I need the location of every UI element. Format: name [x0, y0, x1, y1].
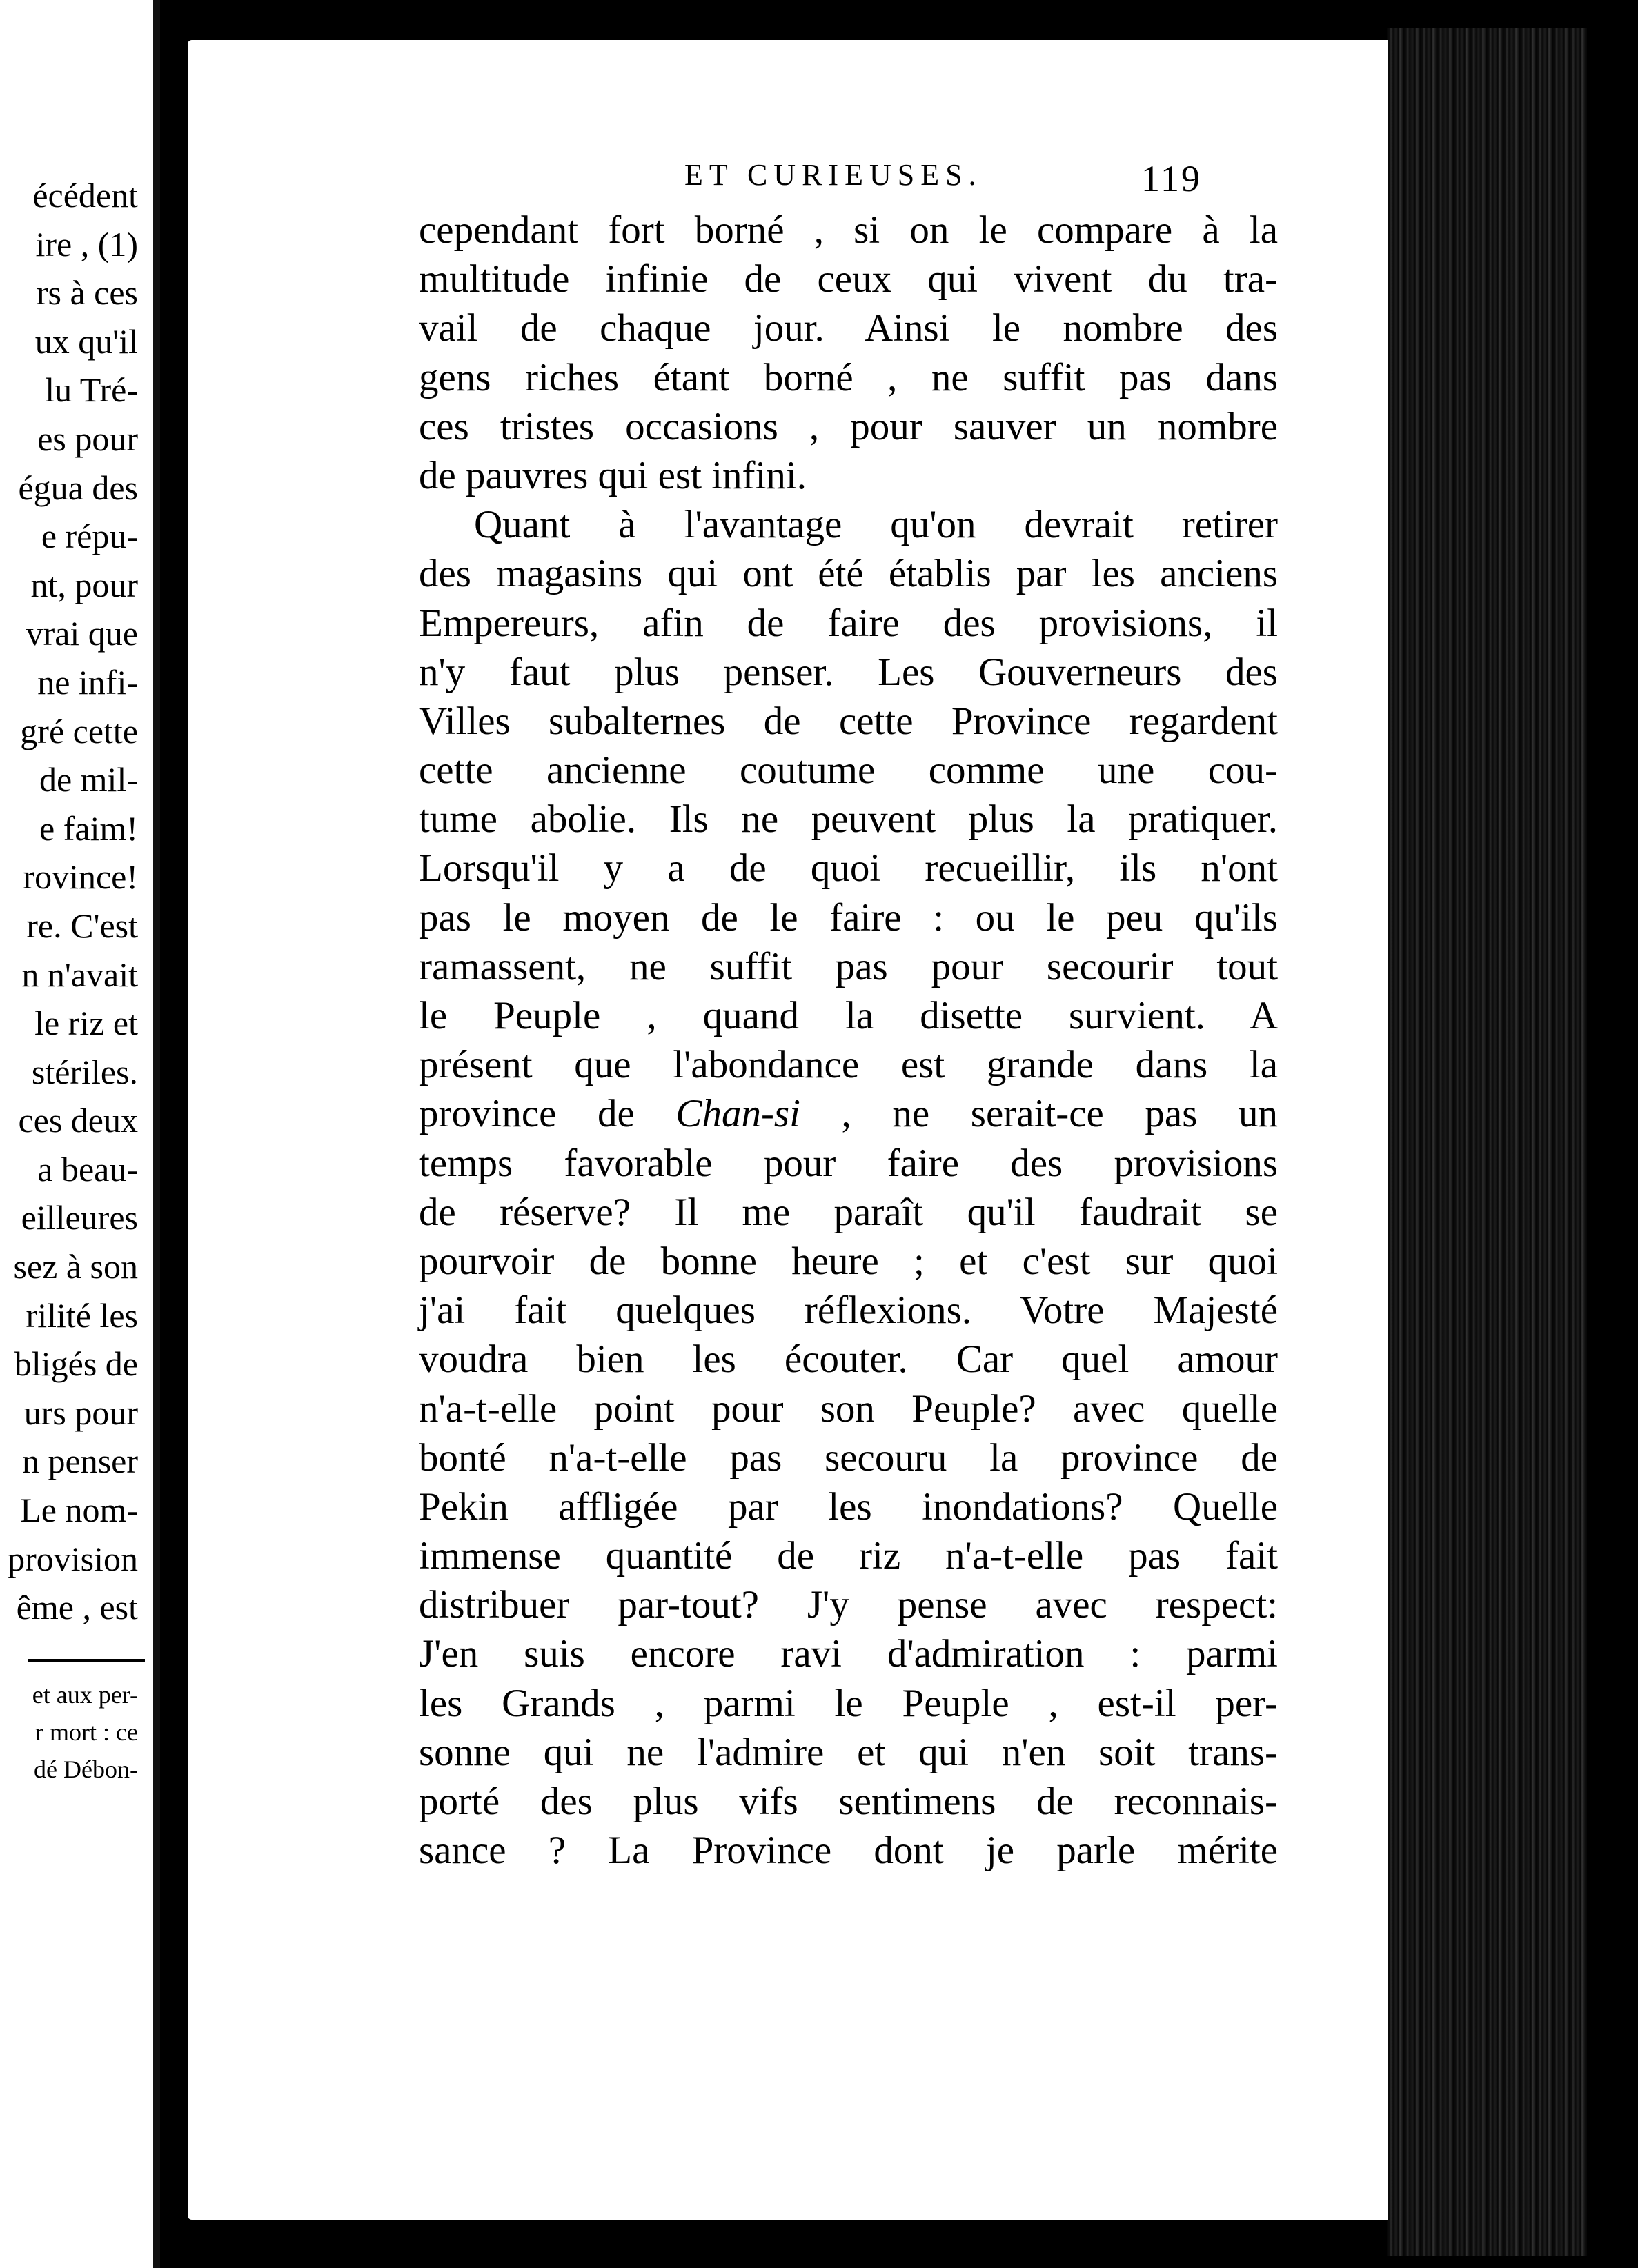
- previous-page-fragment: [0, 0, 160, 2268]
- text-line: voudra bien les écouter. Car quel amour: [419, 1337, 1278, 1382]
- previous-page-text: [8, 171, 138, 1632]
- page-body-text: [419, 206, 1278, 1875]
- text-line: sez à son: [13, 1247, 138, 1286]
- text-line: lu Tré-: [45, 370, 138, 410]
- text-line: de mil-: [39, 760, 138, 799]
- text-line: sance ? La Province dont je parle mérite: [419, 1829, 1278, 1873]
- text-line: nt, pour: [30, 565, 138, 604]
- text-line: gens riches étant borné , ne suffit pas dans: [419, 355, 1278, 399]
- text-line: e faim!: [39, 808, 138, 848]
- text-line: porté des plus vifs sentimens de reconnais-: [419, 1780, 1278, 1823]
- text-line: Le nom-: [20, 1491, 138, 1530]
- text-line: ne infi-: [37, 662, 138, 702]
- text-line: ces deux: [18, 1101, 138, 1140]
- text-line: des magasins qui ont été établis par les anciens: [419, 552, 1278, 596]
- text-line: provision: [8, 1539, 138, 1578]
- text-line: sonne qui ne l'admire et qui n'en soit trans-: [419, 1730, 1278, 1774]
- scan-border: [1587, 0, 1638, 2268]
- text-line: les Grands , parmi le Peuple , est-il per-: [419, 1681, 1278, 1725]
- text-line: Quant à l'avantage qu'on devrait retirer: [474, 503, 1278, 547]
- text-line: bonté n'a-t-elle pas secouru la province de: [419, 1435, 1278, 1480]
- text-line: multitude infinie de ceux qui vivent du tra-: [419, 257, 1278, 301]
- text-line: gré cette: [20, 711, 138, 750]
- text-line: n n'avait: [21, 955, 138, 994]
- text-line: Empereurs, afin de faire des provisions, il: [419, 601, 1278, 645]
- running-title: ET CURIEUSES.: [684, 158, 983, 192]
- text-line: cette ancienne coutume comme une cou-: [419, 748, 1278, 793]
- text-line: bligés de: [14, 1344, 138, 1384]
- text-line: a beau-: [37, 1149, 138, 1188]
- text-line: cependant fort borné , si on le compare à la: [419, 208, 1278, 252]
- text-line: pas le moyen de le faire : ou le peu qu'ils: [419, 895, 1278, 939]
- text-line: écédent: [32, 176, 138, 215]
- text-line: pourvoir de bonne heure ; et c'est sur quoi: [419, 1239, 1278, 1283]
- text-line: J'en suis encore ravi d'admiration : parmi: [419, 1632, 1278, 1676]
- text-line: distribuer par-tout? J'y pense avec respect:: [419, 1583, 1278, 1627]
- text-segment: province de: [419, 1092, 676, 1136]
- text-line: de pauvres qui est infini.: [419, 453, 807, 497]
- running-head: [484, 157, 1202, 199]
- footnote-rule: [28, 1659, 145, 1662]
- italic-place-name: Chan-si: [675, 1092, 800, 1136]
- text-line: rilité les: [26, 1295, 138, 1335]
- text-line: stériles.: [31, 1052, 138, 1091]
- text-line: ire , (1): [35, 224, 138, 263]
- text-line: tume abolie. Ils ne peuvent plus la pratiquer.: [419, 797, 1278, 842]
- text-line: j'ai fait quelques réflexions. Votre Majesté: [419, 1289, 1278, 1333]
- page-number: 119: [1141, 158, 1202, 199]
- text-line: n'a-t-elle point pour son Peuple? avec quelle: [419, 1386, 1278, 1431]
- text-line: ramassent, ne suffit pas pour secourir tout: [419, 944, 1278, 988]
- text-line: rs à ces: [36, 273, 138, 312]
- text-line: ux qu'il: [34, 321, 138, 361]
- text-line: n penser: [22, 1442, 138, 1481]
- text-line: de réserve? Il me paraît qu'il faudrait se: [419, 1190, 1278, 1234]
- text-line: vail de chaque jour. Ainsi le nombre des: [419, 306, 1278, 350]
- footnote-line: r mort : ce: [35, 1718, 138, 1746]
- text-line: urs pour: [23, 1393, 138, 1432]
- text-line: temps favorable pour faire des provisions: [419, 1141, 1278, 1185]
- text-line: le Peuple , quand la disette survient. A: [419, 994, 1278, 1037]
- text-line: n'y faut plus penser. Les Gouverneurs des: [419, 650, 1278, 694]
- text-line: présent que l'abondance est grande dans la: [419, 1043, 1278, 1087]
- text-line: égua des: [18, 468, 138, 507]
- text-line: eilleures: [21, 1198, 138, 1237]
- text-line: rovince!: [23, 857, 138, 897]
- current-page: [188, 40, 1388, 2220]
- text-line: e répu-: [41, 517, 138, 556]
- text-line: le riz et: [34, 1004, 138, 1043]
- text-line: Pekin affligée par les inondations? Quelle: [419, 1484, 1278, 1529]
- text-line: immense quantité de riz n'a-t-elle pas fait: [419, 1534, 1278, 1578]
- text-line: re. C'est: [26, 906, 138, 945]
- text-line: ême , est: [16, 1588, 138, 1627]
- text-line: ces tristes occasions , pour sauver un nombre: [419, 404, 1278, 448]
- footnote-line: et aux per-: [32, 1681, 138, 1709]
- text-line: [419, 1089, 1278, 1138]
- text-line: es pour: [37, 419, 138, 458]
- text-segment: , ne serait-ce pas un: [800, 1092, 1279, 1136]
- text-line: Villes subalternes de cette Province regardent: [419, 699, 1278, 743]
- footnote-line: dé Débon-: [34, 1755, 138, 1783]
- text-line: Lorsqu'il y a de quoi recueillir, ils n'ont: [419, 846, 1278, 891]
- text-line: vrai que: [26, 614, 138, 653]
- previous-page-footnote: [32, 1676, 138, 1788]
